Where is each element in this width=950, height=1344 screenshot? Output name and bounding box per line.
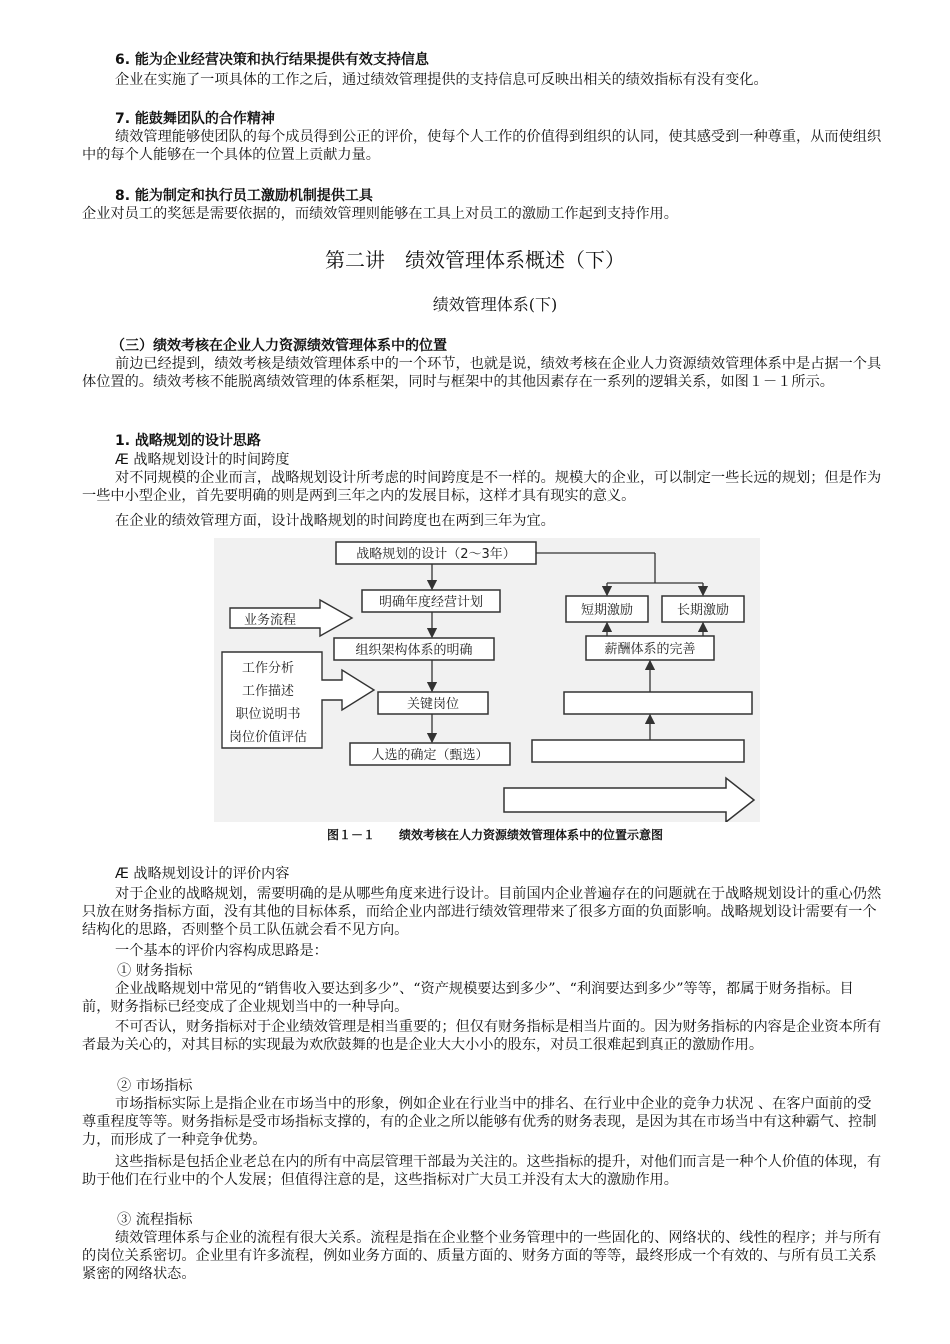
figure-caption — [0, 827, 950, 843]
job-analysis-line-1: 工作分析 — [241, 661, 295, 676]
lecture-subtitle: 绩效管理体系(下) — [432, 295, 558, 314]
strategy-paragraph-2: 在企业的绩效管理方面，设计战略规划的时间跨度也在两到三年为宜。 — [115, 513, 555, 529]
item-financial: ① 财务指标 — [117, 963, 193, 979]
bullet-icon: Æ — [115, 452, 129, 468]
bullet-evaluation-text: 战略规划设计的评价内容 — [133, 866, 290, 882]
job-analysis-line-2: 工作描述 — [241, 684, 295, 699]
item-market-paragraph-2: 这些指标是包括企业老总在内的所有中高层管理干部最为关注的。这些指标的提升，对他们而言是一种个人价值的体现，有助于他们在行业中的个人发展；但值得注意的是，这些指标对广大员工并没有太大的激励作用。 — [82, 1154, 882, 1189]
bullet-time-span — [115, 451, 915, 469]
section-6-body: 企业在实施了一项具体的工作之后，通过绩效管理提供的支持信息可反映出相关的绩效指标有没有变化。 — [115, 72, 768, 88]
bullet-time-span-text: 战略规划设计的时间跨度 — [133, 452, 290, 468]
section-7-body: 绩效管理能够使团队的每个成员得到公正的评价，使每个人工作的价值得到组织的认同，使其感受到一种尊重，从而使组织中的每个人能够在一个具体的位置上贡献力量。 — [82, 129, 882, 164]
box-long-term-label: 长期激励 — [676, 603, 730, 618]
item-market-paragraph-1: 市场指标实际上是指企业在市场当中的形象，例如企业在行业当中的排名、在行业中企业的竞争力状况 、在客户面前的受尊重程度等等。财务指标是受市场指标支撑的，有的企业之所以能够有优秀的财务表现，是因为其在市场当中有这种霸气、控制力，而形成了一种竞争优势。 — [82, 1096, 877, 1149]
section-8-heading: 8. 能为制定和执行员工激励机制提供工具 — [115, 188, 373, 204]
item-process: ③ 流程指标 — [117, 1212, 193, 1228]
evaluation-paragraph-1: 对于企业的战略规划，需要明确的是从哪些角度来进行设计。目前国内企业普遍存在的问题就在于战略规划设计的重心仍然只放在财务指标方面，没有其他的目标体系，而给企业内部进行绩效管理带来了很多方面的负面影响。战略规划设计需要有一个结构化的思路，否则整个员工队伍就会看不见方向。 — [82, 886, 882, 939]
box-annual-plan-label: 明确年度经营计划 — [378, 595, 484, 610]
strategy-heading: 1. 战略规划的设计思路 — [115, 433, 261, 449]
arrow-blank — [504, 778, 754, 822]
box-selection-label: 人选的确定（甄选） — [371, 748, 489, 763]
box-short-term-label: 短期激励 — [580, 603, 634, 618]
box-org-structure-label: 组织架构体系的明确 — [355, 643, 473, 658]
box-blank-2 — [532, 740, 744, 762]
part-3-heading: （三）绩效考核在企业人力资源绩效管理体系中的位置 — [111, 338, 447, 354]
section-8-body: 企业对员工的奖惩是需要依据的，而绩效管理则能够在工具上对员工的激励工作起到支持作用。 — [82, 206, 678, 222]
section-6-heading: 6. 能为企业经营决策和执行结果提供有效支持信息 — [115, 52, 429, 68]
figure-caption-text: 绩效考核在人力资源绩效管理体系中的位置示意图 — [399, 828, 664, 842]
item-financial-paragraph-1: 企业战略规划中常见的“销售收入要达到多少”、“资产规模要达到多少”、“利润要达到多少”等等，都属于财务指标。目前，财务指标已经变成了企业规划当中的一种导向。 — [82, 981, 854, 1016]
lecture-title: 第二讲 绩效管理体系概述（下） — [325, 248, 625, 272]
bullet-icon: Æ — [115, 866, 129, 882]
strategy-paragraph-1: 对不同规模的企业而言，战略规划设计所考虑的时间跨度是不一样的。规模大的企业，可以制定一些长远的规划；但是作为一些中小型企业，首先要明确的则是两到三年之内的发展目标，这样才具有现实的意义。 — [82, 470, 882, 505]
arrow-business-process-label: 业务流程 — [243, 613, 297, 628]
box-blank-1 — [564, 692, 752, 714]
figure-caption-number: 图１－１ — [326, 828, 375, 842]
evaluation-paragraph-2: 一个基本的评价内容构成思路是： — [115, 943, 328, 959]
item-market: ② 市场指标 — [117, 1078, 193, 1094]
job-analysis-line-3: 职位说明书 — [235, 707, 301, 722]
bullet-evaluation — [115, 865, 915, 883]
part-3-body: 前边已经提到，绩效考核是绩效管理体系中的一个环节，也就是说，绩效考核在企业人力资源绩效管理体系中是占据一个具体位置的。绩效考核不能脱离绩效管理的体系框架，同时与框架中的其他因素存在一系列的逻辑关系，如图１－１所示。 — [82, 356, 882, 391]
item-process-paragraph-1: 绩效管理体系与企业的流程有很大关系。流程是指在企业整个业务管理中的一些固化的、网络状的、线性的程序；并与所有的岗位关系密切。企业里有许多流程，例如业务方面的、质量方面的、财务方面的等等，最终形成一个有效的、与所有员工关系紧密的网络状态。 — [82, 1230, 882, 1283]
box-strategy-design-label: 战略规划的设计（2～3年） — [356, 547, 516, 562]
box-key-positions-label: 关键岗位 — [406, 697, 460, 712]
hr-system-diagram — [214, 538, 760, 822]
job-analysis-line-4: 岗位价值评估 — [228, 730, 308, 745]
box-compensation-label: 薪酬体系的完善 — [604, 642, 696, 657]
item-financial-paragraph-2: 不可否认，财务指标对于企业绩效管理是相当重要的；但仅有财务指标是相当片面的。因为财务指标的内容是企业资本所有者最为关心的，对其目标的实现最为欢欣鼓舞的也是企业大大小小的股东，对员工很难起到真正的激励作用。 — [82, 1019, 882, 1054]
section-7-heading: 7. 能鼓舞团队的合作精神 — [115, 111, 275, 127]
